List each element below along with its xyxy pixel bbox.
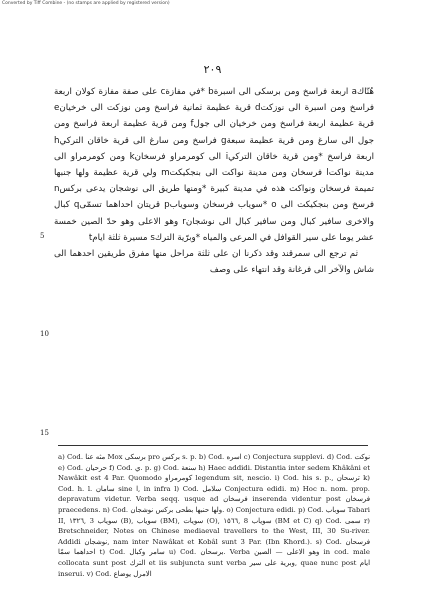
main-paragraph: هُنّاك‌a اربعة فراسخ ومن برسكى الى اسبرة‌b *في مفازة‌c على صفة مفازة كولان اربعة فراسخ ومن اسبرة الى نوزكت‌d قرية عظيمة ثمانية فراسخ ومن نوزكت الى خرخيان‌e قرية عظيمة اربعة فراسخ ومن خرخيان الى جول‌f ومن قرية عظيمة اربعة فراسخ ومن جول الى سارغ ومن قرية عظيمة سبعة‌g فراسخ ومن سارغ الى قرية خاقان التركي‌h اربعة فراسخ *ومن قرية خاقان التركي‌i الى كومرمراو فرسخان‌k ومن كومرمراو الى مدينة نواكت‌l فرسخان ومن مدينة نواكت الى بنجكيكت‌m ولي قرية عظيمة ولها جنبها تميمة فرسخان ونواكت هذه في مدينة كبيرة *ومنها طريق الى نوشجان يدعى بركس‌n فرسخ ومن بنجكيكت الى ‌o *سوياب فرسخان وسوياب‌p قريتان احداهما تسمّى‌q كبال والاخرى سافير كبال ومن سافير كبال الى نوشجان‌r وهو الاعلى وهو حدّ الصين خمسة عشر يوما على سير القوافل في المرعى والمياه *وبرّية الترك‌s مسيرة ثلثة ايام‌t bbox=[54, 87, 375, 243]
page-number: ٢٠٩ bbox=[203, 63, 222, 76]
main-paragraph: ثم ترجع الى سمرقند وقد ذكرنا ان على ثلثة مراحل منها مفرق طريقين احدهما الى شاش والآخر الى فرغانة وقد انتهاء على وصف bbox=[54, 249, 374, 276]
line-number: 5 bbox=[40, 232, 45, 240]
converter-watermark: Converted by Tiff Combine - (no stamps are applied by registered version) bbox=[2, 1, 170, 6]
arabic-main-text bbox=[54, 84, 374, 278]
line-number: 10 bbox=[40, 330, 49, 338]
footnote-block: a) Cod. مثه عنا Mox برسكى pro بركس s. p. b) Cod. اسره c) Conjectura supplevi. d) Cod. نوكت e) Cod. حرحيان f) Cod. ي. p. g) Cod. سنعة h) Haec addidi. Distantia inter sedem Khâkâni et Nawâkit est 4 Par. Quomodo كومرمراو legendum sit, nescio. i) Cod. his s. p., ترسحان k) Cod. h. l. سامان sine ا, in infra l) Cod. سلامل Conjectura edidi. m) Hoc n. nom. prop. depravatum videtur. Verba seqq. usque ad فرسخان inserenda videntur post فرسخان praecedens. n) Cod. ولها حنبها بطحى بركس نوشجان. o) Conjectura edidi. p) Cod. سوباب Tabari II, ١٣٢٦, 3 سوياب (B), سوياب (BM), سويات (O), ١٥٦٦, 8 سوياب (BM et C) q) Cod. سمى r) Bretschneider, Notes on Chinese mediaeval travellers to the West, III, 30 Su-river. Addidi نوشجان, nam inter Nawâkat et Kobâl sunt 3 Par. (Ibn Khord.). s) Cod. فرسحان احداهما سمّا t) Cod. سامر وكبال u) Cod. برسحان. Verba وهو الاعلى — الصين in cod. male collocata sunt post الترك et iis subjuncta sunt verba وبرية على سير, quae nunc post ايام inserui. v) Cod. الامرل يوضاع bbox=[58, 453, 370, 578]
footnotes bbox=[58, 452, 370, 579]
footnote-divider bbox=[58, 445, 368, 446]
line-number: 15 bbox=[40, 429, 49, 437]
